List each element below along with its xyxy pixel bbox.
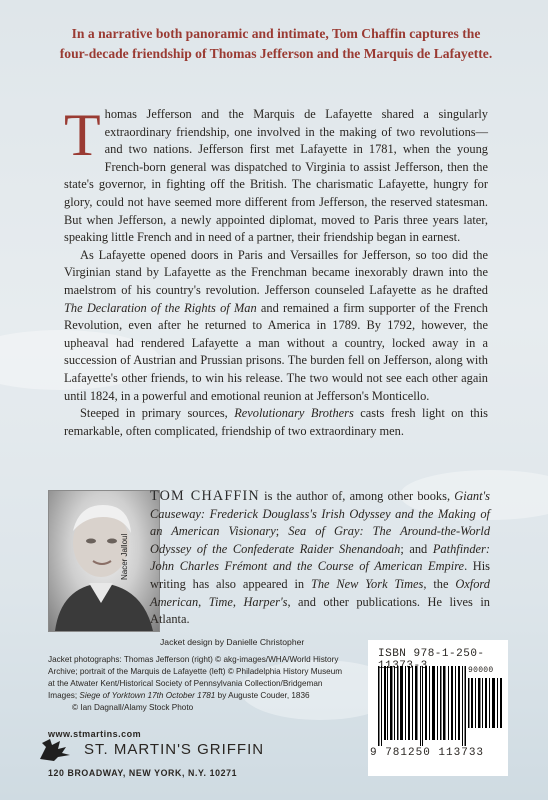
addon-barcode-icon: [468, 678, 502, 738]
barcode-number: 9 781250 113733: [370, 747, 485, 759]
isbn-label: ISBN 978-1-250-1137 -3: [378, 648, 485, 672]
book-title: The Declaration of the Rights of Man: [64, 300, 257, 315]
photo-credits: Jacket photographs: Thomas Jefferson (right) © akg-images/WHA/World History Archive; portrait of the Marquis de Lafayette (left) © Philadelphia History Museum at the Atwater Kent/Historical Society of Pennsylvania Collection/Bridgeman Images; Siege of Yorktown 17th October 1781 by Auguste Couder, 1836 © Ian Dagnall/Alamy Stock Photo: [48, 655, 343, 712]
author-portrait-icon: [49, 491, 159, 631]
publisher-name: ST. MARTIN'S GRIFFIN: [84, 741, 265, 758]
book-title: Revolutionary Brothers: [234, 406, 354, 421]
griffin-logo-icon: [36, 737, 80, 761]
photo-credit: Nacer Jalloul: [120, 533, 129, 580]
publisher-address: 120 BROADWAY, NEW YORK, N.Y. 10271: [48, 768, 238, 778]
author-photo: [48, 490, 160, 632]
paragraph-1: Thomas Jefferson and the Marquis de Lafayette shared a singularly extraordinary friendship, one involved in the making of two revolutions—and two nations. Jefferson first met Lafayette in 1781, when the young French-born general was dispatched to Virginia to assist Jefferson, then the state's governor, in fighting off the British. The charismatic Lafayette, hungry for glory, could not have seemed more different from Jefferson, the reserved statesman. But when Jefferson, a newly appointed diplomat, moved to Paris three years later, speaking little French and in need of a partner, their friendship began in earnest.: [64, 102, 488, 245]
isbn-barcode-box: [368, 640, 508, 776]
paragraph-3: Steeped in primary sources, Revolutionary Brothers casts fresh light on this remarkable, often complicated, friendship of two extraordinary men.: [64, 406, 489, 438]
barcode-icon: [378, 666, 466, 746]
paragraph-2: As Lafayette opened doors in Paris and Versailles for Jefferson, so too did the Virginian stand by Lafayette as the Frenchman became inexorably drawn into the maelstrom of his country's revolution. Jefferson counseled Lafayette as he drafted The Declaration of the Rights of Man and remained a firm supporter of the French Revolution, even after he returned to America in 1789. By 1792, however, the upheaval had rendered Lafayette a man without a country, locked away in a succession of Austrian and Prussian prisons. The burden fell on Jefferson, along with Lafayette's other friends, to win his release. The two would not see each other again until 1824, in a powerful and emotional reunion at Jefferson's Monticello.: [64, 247, 488, 403]
publisher-website[interactable]: www.stmartins.com: [48, 729, 142, 739]
barcode-addon-number: 90000: [468, 666, 494, 675]
drop-cap: T: [64, 102, 101, 168]
jacket-design-credit: Jacket design by Danielle Christopher: [160, 637, 305, 647]
author-name: TOM CHAFFIN: [150, 488, 260, 504]
description-text: [64, 102, 489, 440]
author-bio: TOM CHAFFIN is the author of, among other books, Giant's Causeway: Frederick Douglass's Irish Odyssey and the Making of an American Visionary; Sea of Gray: The Around-the-World Odyssey of the Confederate Raider Shenandoah; and Pathfinder: John Charles Frémont and the Course of American Empire. His writing has also appeared in The New York Times, the Oxford American, Time, Harper's, and other publications. He lives in Atlanta.: [150, 488, 491, 627]
tagline: In a narrative both panoramic and intimate, Tom Chaffin captures the four-decade friendship of Thomas Jefferson and the Marquis de Lafayette.: [59, 26, 493, 61]
